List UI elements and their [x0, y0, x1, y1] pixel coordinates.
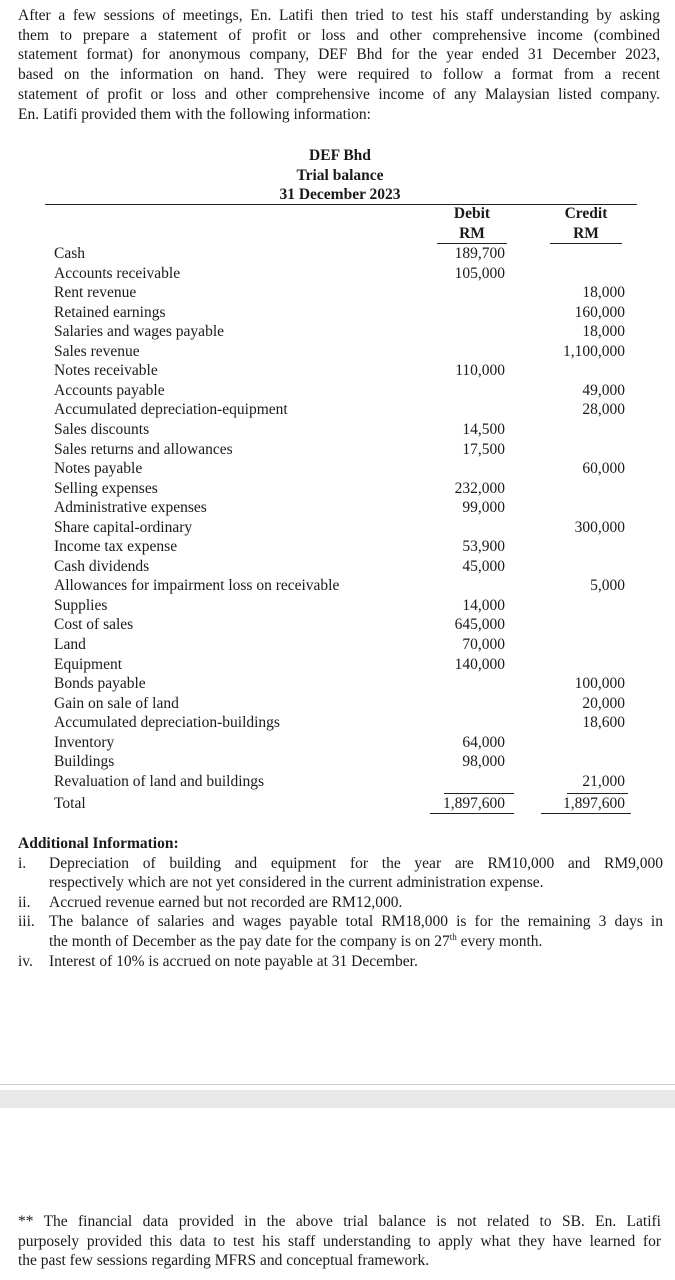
table-row	[0, 264, 675, 284]
table-row	[0, 244, 675, 264]
credit-amount: 18,000	[582, 323, 625, 341]
debit-amount: 140,000	[454, 655, 505, 673]
item-line: The balance of salaries and wages payable total RM18,000 is for the remaining 3 days in	[49, 913, 663, 931]
table-row	[0, 322, 675, 342]
table-row	[0, 518, 675, 538]
table-row	[0, 752, 675, 772]
account-name: Notes receivable	[54, 362, 158, 380]
additional-information	[18, 834, 663, 971]
debit-amount: 53,900	[462, 538, 505, 556]
table-row	[0, 400, 675, 420]
credit-total-top-rule	[567, 793, 628, 794]
table-row	[0, 596, 675, 616]
account-name: Rent revenue	[54, 284, 137, 302]
credit-amount: 300,000	[574, 518, 625, 536]
account-name: Bonds payable	[54, 675, 146, 693]
footnote	[18, 1212, 661, 1271]
list-item	[18, 912, 663, 951]
table-row	[0, 655, 675, 675]
credit-amount: 60,000	[582, 460, 625, 478]
table-row	[0, 303, 675, 323]
additional-title: Additional Information:	[18, 835, 179, 852]
debit-amount: 45,000	[462, 557, 505, 575]
account-name: Gain on sale of land	[54, 694, 179, 712]
table-row	[0, 420, 675, 440]
list-item	[18, 893, 663, 913]
debit-total-bottom-rule	[430, 813, 514, 814]
credit-header-unit: RM	[550, 224, 622, 245]
note-line: the past few sessions regarding MFRS and conceptual framework.	[18, 1252, 430, 1270]
debit-amount: 64,000	[462, 733, 505, 751]
intro-line: After a few sessions of meetings, En. Latifi then tried to test his staff understanding by asking	[18, 7, 660, 24]
debit-amount: 14,000	[462, 596, 505, 614]
item-line: Depreciation of building and equipment for the year are RM10,000 and RM9,000	[49, 854, 663, 872]
intro-line: En. Latifi provided them with the following information:	[18, 105, 371, 123]
table-row	[0, 283, 675, 303]
statement-title: Trial balance	[296, 166, 384, 184]
trial-balance-heading	[240, 146, 440, 205]
item-line: Accrued revenue earned but not recorded are RM12,000.	[49, 893, 403, 911]
item-line: Interest of 10% is accrued on note payable at 31 December.	[49, 952, 418, 970]
debit-amount: 17,500	[462, 440, 505, 458]
table-row	[0, 381, 675, 401]
credit-total-bottom-rule	[541, 813, 631, 814]
section-divider-band	[0, 1090, 675, 1108]
table-row	[0, 772, 675, 792]
credit-amount: 18,600	[582, 714, 625, 732]
credit-amount: 18,000	[582, 284, 625, 302]
section-divider-line	[0, 1084, 675, 1085]
debit-amount: 110,000	[455, 362, 505, 380]
table-row	[0, 713, 675, 733]
account-name: Accumulated depreciation-buildings	[54, 714, 280, 732]
credit-amount: 5,000	[590, 577, 625, 595]
account-name: Sales returns and allowances	[54, 440, 233, 458]
account-name: Accumulated depreciation-equipment	[54, 401, 288, 419]
debit-amount: 98,000	[462, 753, 505, 771]
intro-paragraph	[18, 6, 660, 124]
note-line: ** The financial data provided in the above trial balance is not related to SB. En. Latifi	[18, 1213, 661, 1230]
table-row	[0, 342, 675, 362]
total-debit: 1,897,600	[443, 795, 505, 812]
debit-amount: 105,000	[454, 264, 505, 282]
table-row	[0, 694, 675, 714]
table-row	[0, 479, 675, 499]
intro-line: them to prepare a statement of profit or loss and other comprehensive income (combined	[18, 26, 660, 44]
total-label: Total	[54, 795, 86, 812]
table-row	[0, 615, 675, 635]
debit-header-label: Debit	[453, 205, 491, 222]
account-name: Income tax expense	[54, 538, 178, 556]
debit-amount: 189,700	[454, 245, 505, 262]
account-name: Allowances for impairment loss on receivable	[54, 577, 340, 595]
account-name: Accounts payable	[54, 381, 165, 399]
credit-amount: 1,100,000	[563, 342, 625, 360]
note-line: purposely provided this data to test his staff understanding to apply what they have learned for	[18, 1232, 661, 1250]
debit-amount: 70,000	[462, 636, 505, 653]
item-number: iv.	[18, 952, 33, 970]
credit-header-label: Credit	[564, 205, 608, 222]
credit-amount: 100,000	[574, 675, 625, 693]
intro-line: based on the information on hand. They were required to follow a format from a recent	[18, 66, 660, 84]
account-name: Cash	[54, 245, 85, 262]
table-row	[0, 361, 675, 381]
credit-column-header	[544, 204, 628, 244]
table-row	[0, 733, 675, 753]
table-row	[0, 635, 675, 655]
ordinal-suffix: th	[449, 931, 457, 942]
account-name: Selling expenses	[54, 479, 158, 497]
debit-amount: 232,000	[454, 479, 505, 497]
account-name: Notes payable	[54, 460, 143, 478]
account-name: Revaluation of land and buildings	[54, 772, 265, 790]
account-name: Salaries and wages payable	[54, 323, 225, 341]
item-line: respectively which are not yet considered in the current administration expense.	[49, 874, 544, 892]
credit-amount: 49,000	[582, 381, 625, 399]
account-name: Sales revenue	[54, 342, 140, 360]
intro-line: statement format) for anonymous company, DEF Bhd for the year ended 31 December 2023,	[18, 46, 660, 64]
debit-column-header	[430, 204, 514, 244]
item-number: i.	[18, 854, 27, 872]
account-name: Accounts receivable	[54, 264, 181, 282]
account-name: Land	[54, 636, 86, 653]
account-name: Supplies	[54, 596, 108, 614]
debit-header-unit: RM	[437, 224, 507, 245]
account-name: Cost of sales	[54, 616, 134, 634]
statement-date: 31 December 2023	[279, 186, 401, 203]
item-line-composite	[49, 932, 663, 952]
item-line-part: the month of December as the pay date for the company is on 27	[49, 932, 450, 950]
debit-total-top-rule	[444, 793, 514, 794]
account-name: Share capital-ordinary	[54, 518, 193, 536]
list-item	[18, 952, 663, 972]
debit-amount: 14,500	[462, 420, 505, 438]
table-row	[0, 459, 675, 479]
total-credit: 1,897,600	[563, 795, 625, 812]
account-name: Sales discounts	[54, 420, 150, 438]
credit-amount: 20,000	[582, 694, 625, 712]
company-name: DEF Bhd	[309, 147, 371, 164]
credit-amount: 21,000	[582, 772, 625, 790]
item-line-part: every month.	[460, 932, 543, 950]
credit-amount: 28,000	[582, 401, 625, 419]
total-row	[0, 794, 675, 814]
item-number: ii.	[18, 893, 31, 911]
debit-amount: 645,000	[454, 616, 505, 634]
table-row	[0, 440, 675, 460]
table-row	[0, 537, 675, 557]
account-name: Equipment	[54, 655, 123, 673]
table-row	[0, 674, 675, 694]
account-name: Buildings	[54, 753, 115, 771]
debit-amount: 99,000	[462, 499, 505, 517]
table-row	[0, 576, 675, 596]
account-name: Retained earnings	[54, 303, 166, 321]
intro-line: statement of profit or loss and other comprehensive income of any Malaysian listed company.	[18, 85, 660, 103]
account-name: Administrative expenses	[54, 499, 207, 517]
table-row	[0, 498, 675, 518]
credit-amount: 160,000	[574, 303, 625, 321]
account-name: Inventory	[54, 733, 115, 751]
account-name: Cash dividends	[54, 557, 150, 575]
list-item	[18, 854, 663, 893]
item-number: iii.	[18, 913, 35, 931]
table-row	[0, 557, 675, 577]
